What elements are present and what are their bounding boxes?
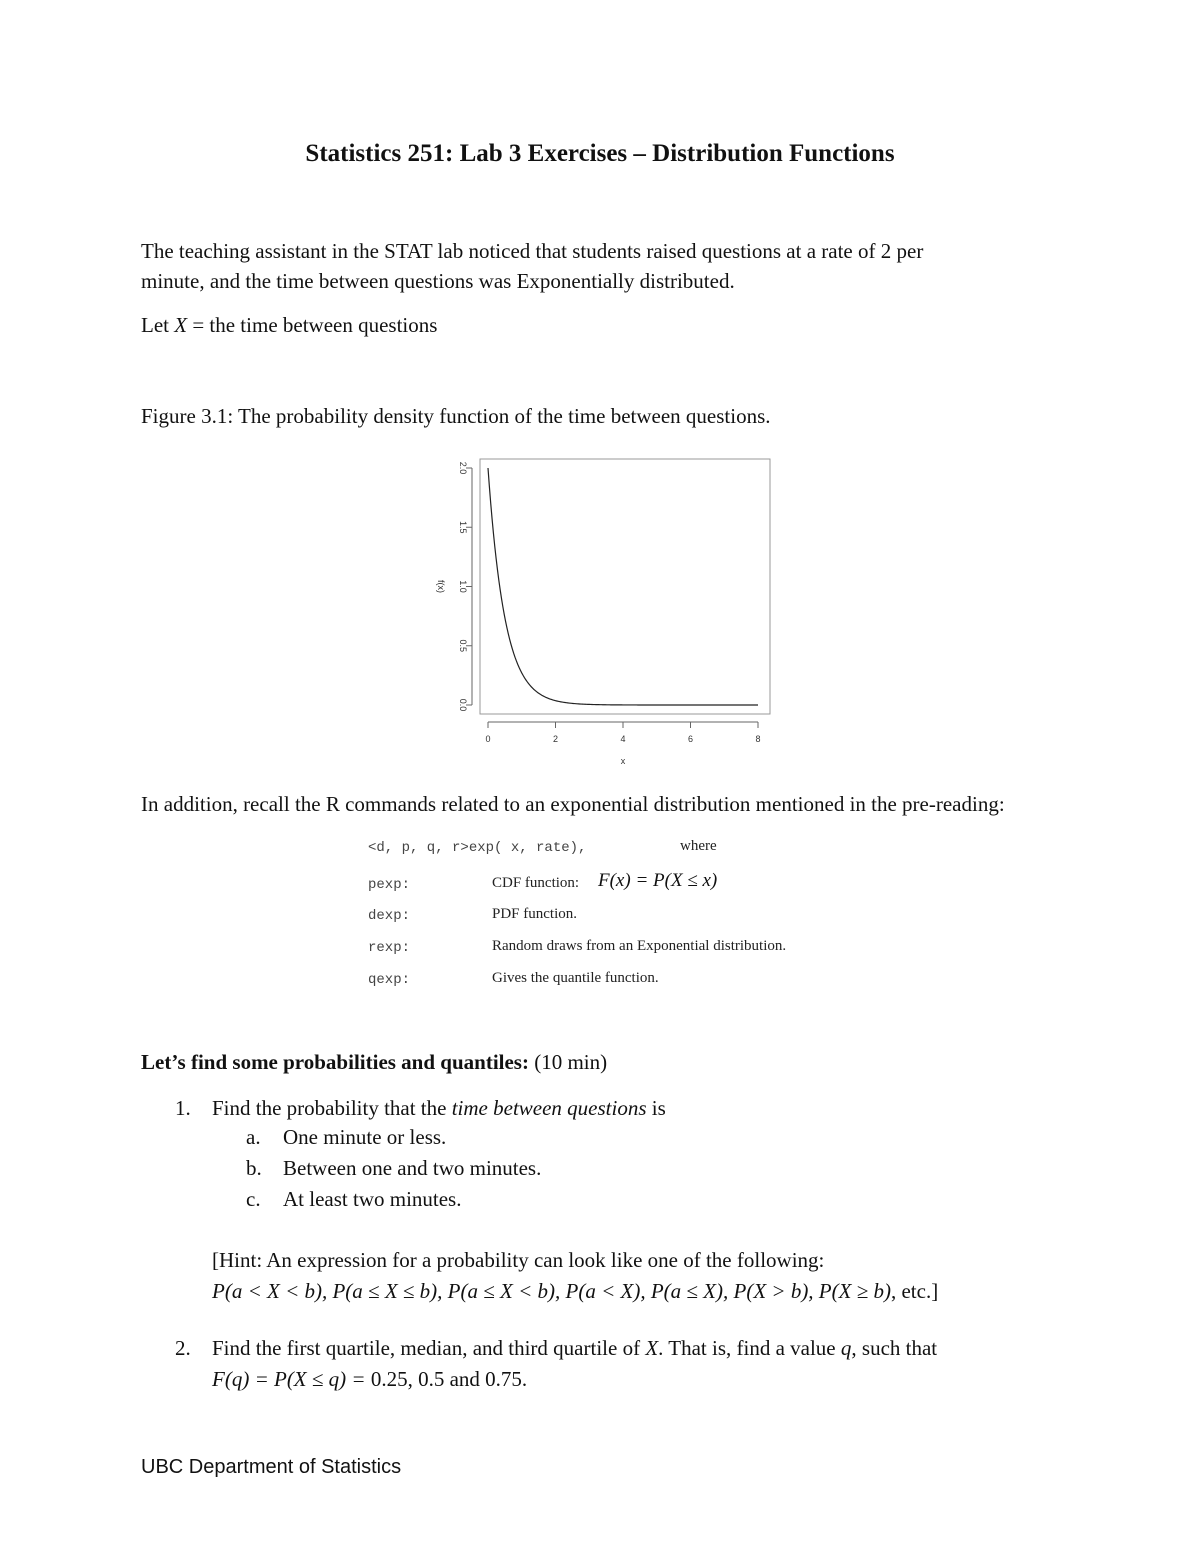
desc-rexp: Random draws from an Exponential distribution. [492, 938, 787, 954]
intro-line-2: minute, and the time between questions was Exponentially distributed. [141, 269, 735, 293]
x-tick-label: 2 [552, 734, 559, 744]
x-tick-label: 6 [687, 734, 694, 744]
q2-variable: X [645, 1336, 659, 1360]
y-axis-label: f(x) [436, 580, 446, 593]
hint-line-2 [212, 1276, 938, 1306]
cmd-qexp: qexp: [368, 972, 411, 988]
x-tick-label: 8 [755, 734, 761, 744]
y-tick-label: 1.5 [458, 520, 468, 534]
desc-dexp: PDF function. [492, 906, 578, 922]
page-title: Statistics 251: Lab 3 Exercises – Distribution Functions [305, 140, 895, 167]
q1b-text: Between one and two minutes. [283, 1156, 542, 1180]
q2-mid: . That is, find a value [658, 1336, 841, 1360]
density-curve [488, 468, 758, 705]
r-commands-header: <d, p, q, r>exp( x, rate), [368, 840, 587, 856]
r-commands-where: where [680, 838, 717, 854]
section-time: (10 min) [528, 1050, 608, 1074]
let-prefix: Let [141, 313, 175, 337]
q2-values: 0.25, 0.5 and 0.75. [370, 1367, 528, 1391]
cdf-formula: F(x) = P(X ≤ x) [598, 870, 718, 891]
hint-expressions: P(a < X < b), P(a ≤ X ≤ b), P(a ≤ X < b), P(a < X), P(a ≤ X), P(X > b), P(X ≥ b) [212, 1279, 891, 1303]
y-tick-label: 2.0 [458, 461, 468, 475]
pdf-chart [425, 450, 785, 770]
cmd-pexp: pexp: [368, 877, 411, 893]
desc-pexp: CDF function: [492, 875, 580, 891]
x-axis-label: x [620, 756, 626, 766]
q1c-label: c. [246, 1187, 261, 1211]
q1a-label: a. [246, 1125, 261, 1149]
q1b-label: b. [246, 1156, 262, 1180]
q1-text-suffix: is [646, 1096, 666, 1120]
q2-q: q [840, 1336, 852, 1360]
q2-line-2 [212, 1364, 527, 1394]
intro-line-1: The teaching assistant in the STAT lab noticed that students raised questions at a rate of 2 per [141, 239, 924, 263]
q2-number: 2. [175, 1336, 191, 1360]
q1-text [212, 1093, 666, 1123]
q1a-text: One minute or less. [283, 1125, 447, 1149]
q1-number: 1. [175, 1096, 191, 1120]
let-statement [141, 310, 437, 340]
q2-line-1 [212, 1333, 937, 1363]
x-tick-label: 4 [620, 734, 626, 744]
r-commands-table [0, 836, 1200, 1006]
q2-suffix: , such that [851, 1336, 938, 1360]
hint-line-1: [Hint: An expression for a probability can look like one of the following: [212, 1248, 825, 1272]
q1c-text: At least two minutes. [283, 1187, 462, 1211]
hint-end: , etc.] [890, 1279, 939, 1303]
desc-qexp: Gives the quantile function. [492, 970, 659, 986]
footer: UBC Department of Statistics [141, 1456, 402, 1478]
q2-formula: F(q) = P(X ≤ q) = [212, 1367, 371, 1391]
section-heading-text: Let’s find some probabilities and quantiles: [141, 1050, 529, 1074]
cmd-rexp: rexp: [368, 940, 411, 956]
q1-text-italic: time between questions [451, 1096, 647, 1120]
x-tick-label: 0 [485, 734, 491, 744]
y-tick-label: 0.0 [458, 698, 468, 712]
let-definition: = the time between questions [187, 313, 438, 337]
r-intro: In addition, recall the R commands related to an exponential distribution mentioned in the pre-reading: [141, 792, 1005, 816]
y-tick-label: 0.5 [458, 639, 468, 653]
section-heading [141, 1047, 607, 1077]
y-tick-label: 1.0 [458, 580, 468, 593]
cmd-dexp: dexp: [368, 908, 411, 924]
q2-prefix: Find the first quartile, median, and third quartile of [212, 1336, 646, 1360]
figure-caption: Figure 3.1: The probability density function of the time between questions. [141, 404, 771, 428]
let-variable: X [174, 313, 188, 337]
q1-text-prefix: Find the probability that the [212, 1096, 452, 1120]
